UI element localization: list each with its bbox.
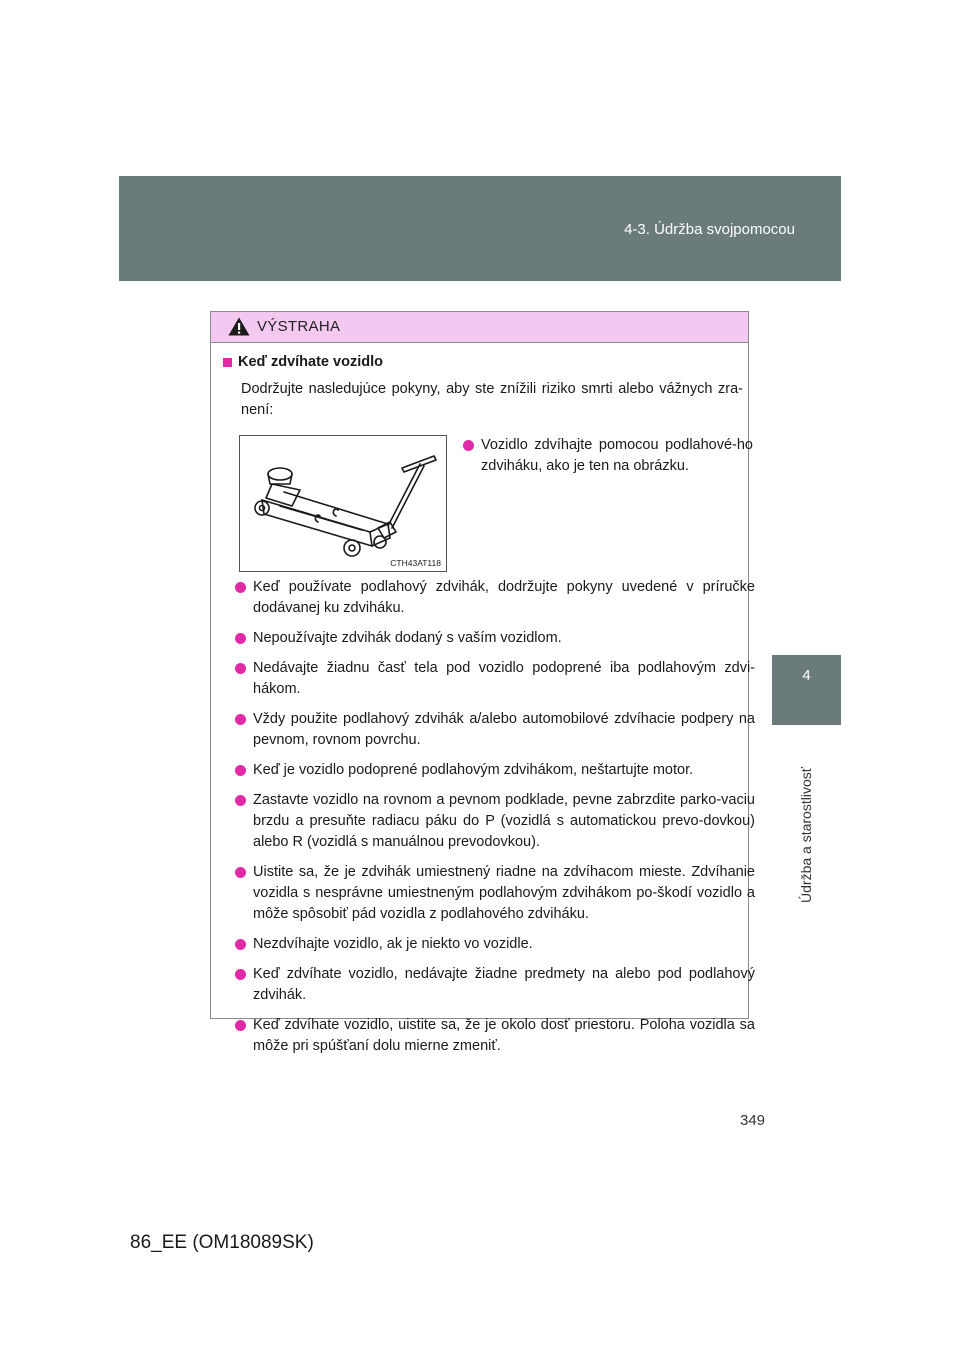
chapter-tab	[772, 655, 841, 725]
floor-jack-figure	[239, 435, 447, 572]
warning-intro: Dodržujte nasledujúce pokyny, aby ste znížili riziko smrti alebo vážnych zra-není:	[241, 381, 743, 418]
header-band	[119, 176, 841, 281]
list-item-text: Keď je vozidlo podoprené podlahovým zdvihákom, neštartujte motor.	[253, 762, 694, 778]
chapter-number: 4	[802, 667, 811, 684]
list-item-text: Keď zdvíhate vozidlo, uistite sa, že je okolo dosť priestoru. Poloha vozidla sa môže pri spúšťaní dolu mierne zmeniť.	[253, 1017, 755, 1054]
bullet-dot-icon	[235, 867, 246, 878]
list-item	[235, 577, 755, 619]
chapter-title-text: Údržba a starostlivosť	[798, 767, 814, 903]
list-item-text: Vždy použite podlahový zdvihák a/alebo automobilové zdvíhacie podpery na pevnom, rovnom povrchu.	[253, 711, 755, 748]
list-item-text: Vozidlo zdvíhajte pomocou podlahové-ho zdviháku, ako je ten na obrázku.	[481, 437, 753, 474]
bullet-dot-icon	[235, 1020, 246, 1031]
figure-bullet	[463, 435, 753, 486]
list-item	[235, 760, 755, 781]
page-number: 349	[740, 1112, 766, 1129]
list-item	[235, 934, 755, 955]
document-code: 86_EE (OM18089SK)	[130, 1232, 314, 1253]
bullet-dot-icon	[235, 582, 246, 593]
bullet-dot-icon	[463, 440, 474, 451]
bullet-dot-icon	[235, 795, 246, 806]
list-item	[235, 862, 755, 925]
figure-row	[223, 435, 753, 577]
list-item-text: Keď zdvíhate vozidlo, nedávajte žiadne predmety na alebo pod podlahový zdvihák.	[253, 966, 755, 1003]
warning-title: VÝSTRAHA	[257, 318, 341, 335]
figure-label: CTH43AT118	[390, 558, 441, 568]
list-item	[235, 1015, 755, 1057]
section-title: 4-3. Údržba svojpomocou	[624, 221, 795, 238]
warning-header	[211, 312, 748, 343]
subheading-text: Keď zdvíhate vozidlo	[238, 354, 383, 370]
list-item-text: Uistite sa, že je zdvihák umiestnený riadne na zdvíhacom mieste. Zdvíhanie vozidla s nesprávne umiestneným podlahovým zdvihákom po-škodí vozidlo a môže spôsobiť pád vozidla z podlahového zdviháku.	[253, 864, 755, 922]
list-item-text: Keď používate podlahový zdvihák, dodržujte pokyny uvedené v príručke dodávanej ku zdviháku.	[253, 579, 755, 616]
list-item	[235, 964, 755, 1006]
warning-box	[210, 311, 755, 1054]
list-item	[235, 709, 755, 751]
warning-content	[223, 354, 755, 1066]
bullet-dot-icon	[235, 633, 246, 644]
list-item-text: Nezdvíhajte vozidlo, ak je niekto vo vozidle.	[253, 936, 533, 952]
list-item	[235, 658, 755, 700]
bullet-dot-icon	[235, 714, 246, 725]
bullet-dot-icon	[235, 765, 246, 776]
list-item	[235, 790, 755, 853]
list-item-text: Zastavte vozidlo na rovnom a pevnom podklade, pevne zabrzdite parko-vaciu brzdu a presuňte radiacu páku do P (vozidlá s automatickou prevo-dovkou) alebo R (vozidlá s manuálnou prevodovkou).	[253, 792, 755, 850]
chapter-title	[776, 750, 836, 920]
warning-bullet-list	[223, 577, 755, 1057]
list-item	[463, 435, 753, 477]
list-item-text: Nedávajte žiadnu časť tela pod vozidlo podoprené iba podlahovým zdvi-hákom.	[253, 660, 755, 697]
list-item-text: Nepoužívajte zdvihák dodaný s vaším vozidlom.	[253, 630, 562, 646]
floor-jack-illustration	[240, 436, 446, 571]
bullet-dot-icon	[235, 969, 246, 980]
list-item	[235, 628, 755, 649]
warning-triangle-icon	[228, 317, 250, 336]
bullet-dot-icon	[235, 663, 246, 674]
square-bullet-icon	[223, 358, 232, 367]
bullet-dot-icon	[235, 939, 246, 950]
warning-subheading	[223, 354, 743, 370]
